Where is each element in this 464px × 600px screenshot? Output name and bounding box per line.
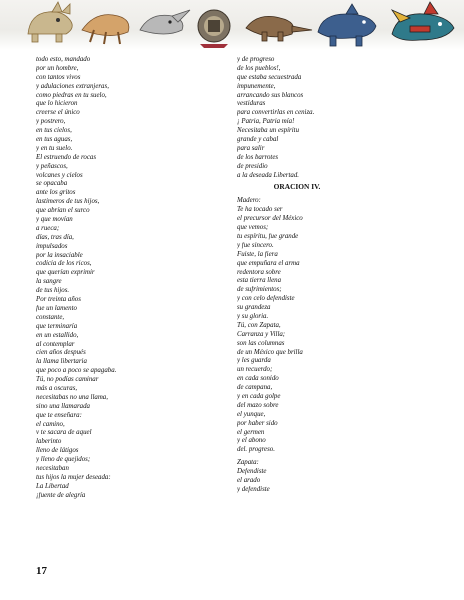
poem-line: y en tu suelo.	[36, 144, 73, 152]
poem-line: impulsados	[36, 242, 68, 250]
poem-line: de los pueblos!,	[237, 64, 281, 72]
poem-line: del mazo sobre	[237, 401, 279, 409]
poem-line: en un estallido,	[36, 331, 79, 339]
poem-line: que terminaría	[36, 322, 78, 330]
poem-line: el germen	[237, 428, 265, 436]
poem-line: ¡fuente de alegría	[36, 491, 86, 499]
poem-line: creerse el único	[36, 109, 80, 117]
poem-line: y su gloria.	[237, 312, 269, 320]
poem-line: su grandeza	[237, 304, 271, 312]
poem-line: se opacaba	[36, 180, 68, 188]
poem-line: volcanes y cielos	[36, 171, 83, 179]
poem-line: cien años después	[36, 349, 86, 357]
poem-line: y fue sincero.	[237, 241, 274, 249]
poem-line: tu espíritu, fue grande	[237, 232, 299, 240]
page-number: 17	[36, 565, 47, 577]
poem-line: en tus cielos,	[36, 127, 72, 135]
poem-line: necesitaban	[36, 464, 69, 472]
poem-line: y con celo defendiste	[237, 295, 295, 303]
poem-line: y que movían	[36, 216, 73, 224]
poem-line: por un hombre,	[36, 64, 79, 72]
poem-line: Defendiste	[237, 468, 267, 476]
poem-line: que vemos;	[237, 224, 269, 232]
poem-line: esta tierra llena	[237, 277, 282, 285]
poem-line: de tus hijos.	[36, 287, 70, 295]
poem-line: que estaba secuestrada	[237, 73, 302, 81]
poem-line: lleno de látigos	[36, 447, 79, 455]
right-column	[237, 56, 437, 495]
poem-line: y peñascos,	[36, 162, 68, 170]
poem-line: v te sacara de aquel	[36, 429, 92, 437]
poem-line: sino una llamarada	[36, 402, 90, 410]
poem-line: como piedras en tu suelo,	[36, 91, 107, 99]
poem-line: que poco a poco se apagaba.	[36, 367, 117, 375]
poem-line: redentora sobre	[237, 268, 281, 276]
poem-line: de presidio	[237, 162, 268, 170]
poem-line: Carranza y Villa;	[237, 330, 286, 338]
poem-line: Madero:	[237, 197, 261, 205]
poem-line: que querían exprimir	[36, 269, 95, 277]
poem-line: a rueca;	[36, 224, 60, 232]
poem-line: de sufrimientos;	[237, 286, 282, 294]
poem-line: que te enseñara:	[36, 411, 82, 419]
poem-line: Te ha tocado ser	[237, 206, 283, 214]
poem-line: y postrero,	[36, 118, 66, 126]
poem-line: el camino,	[36, 420, 65, 428]
poem-line: y adulaciones extranjeras,	[36, 82, 109, 90]
poem-line: y les guarda	[237, 357, 271, 365]
poem-line: a la deseada Libertad.	[237, 171, 300, 179]
poem-line: lastimeros de tus hijos,	[36, 198, 100, 206]
poem-line: impunemente,	[237, 82, 276, 90]
poem-line: días, tras día,	[36, 233, 74, 241]
poem-line: por haber sido	[237, 419, 278, 427]
poem-line: que empuñara el arma	[237, 259, 300, 267]
poem-line: en cada sonido	[237, 375, 279, 383]
poem-line: Por treinta años	[36, 296, 81, 304]
poem-line: tus hijos la mujer deseada:	[36, 473, 111, 481]
section-heading: ORACION IV.	[273, 182, 321, 192]
poem-line: el precursor del México	[237, 215, 303, 223]
poem-line: y en cada golpe	[237, 392, 281, 400]
poem-line: en tus aguas,	[36, 136, 73, 144]
poem-line: con tantos vivos	[36, 73, 81, 81]
poem-line: fue un lamento	[36, 304, 77, 312]
poem-line: Zapata:	[237, 459, 259, 467]
poem-line: Tú, no podías caminar	[36, 376, 99, 384]
poem-line: que lo hicieron	[36, 100, 78, 108]
left-column	[36, 56, 221, 501]
poem-line: son las columnas	[237, 339, 285, 347]
aztec-frieze-icon	[0, 0, 464, 50]
poem-line: para salir	[237, 144, 265, 152]
poem-line: y defendiste	[237, 485, 270, 493]
poem-line: constante,	[36, 313, 65, 321]
poem-line: que abrían el surco	[36, 207, 90, 215]
poem-line: necesitabas no una llama,	[36, 393, 108, 401]
poem-line: más a oscuras,	[36, 384, 78, 392]
poem-line: arrancando sus blancos	[237, 91, 304, 99]
poem-line: al contemplar	[36, 340, 75, 348]
poem-line: la llama libertaria	[36, 358, 87, 366]
poem-line: y de progreso	[237, 56, 275, 63]
poem-line: vestiduras	[237, 100, 266, 108]
poem-line: el yunque,	[237, 410, 266, 418]
poem-line: el arado	[237, 476, 261, 484]
poem-line: la sangre	[36, 278, 62, 286]
poem-line: por la insaciable	[36, 251, 83, 259]
poem-line: un recuerdo;	[237, 366, 273, 374]
poem-line: codicia de los ricos,	[36, 260, 92, 268]
poem-line: del. progreso.	[237, 446, 275, 454]
poem-line: Tú, con Zapata,	[237, 321, 281, 329]
poem-line: de los barrotes	[237, 153, 279, 161]
decorative-banner	[0, 0, 464, 50]
poem-line: y el abono	[237, 437, 266, 445]
poem-line: de un México que brilla	[237, 348, 303, 356]
poem-line: La Libertad	[36, 482, 69, 490]
poem-line: Fuiste, la fiera	[237, 250, 278, 258]
poem-line: laberinto	[36, 438, 62, 446]
poem-line: ¡ Patria, Patria mía!	[237, 118, 295, 126]
poem-line: todo esto, mandado	[36, 56, 91, 63]
poem-line: Necesitaba un espíritu	[237, 127, 300, 135]
poem-line: de campana,	[237, 384, 273, 392]
poem-line: grande y cabal	[237, 136, 279, 144]
poem-line: para convertirlas en ceniza.	[237, 109, 315, 117]
poem-line: El estruendo de rocas	[36, 153, 97, 161]
poem-line: y lleno de quejidos;	[36, 456, 91, 464]
poem-line: ante los gritos	[36, 189, 76, 197]
